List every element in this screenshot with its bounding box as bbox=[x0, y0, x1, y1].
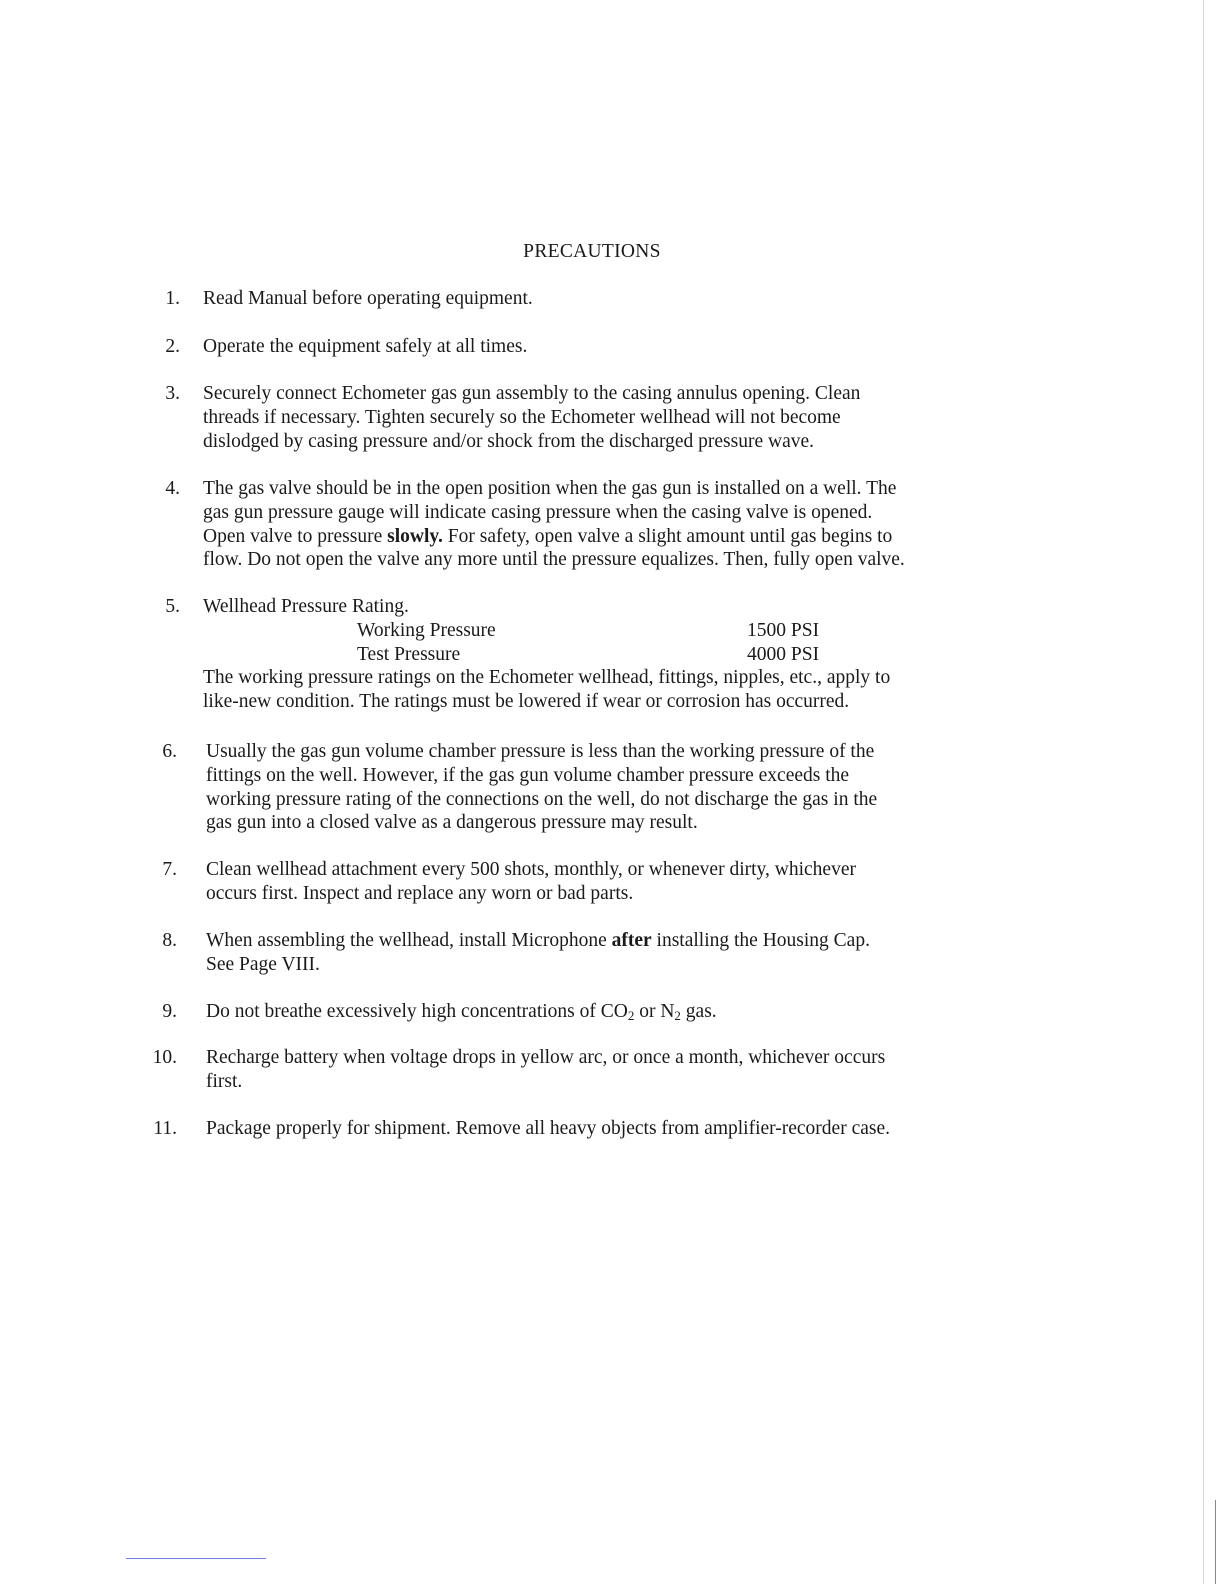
text-line bbox=[206, 1000, 1046, 1024]
text-line: working pressure rating of the connections on the well, do not discharge the gas in the bbox=[206, 788, 878, 810]
text-line: See Page VIII. bbox=[206, 953, 320, 975]
text-run: For safety, open valve a slight amount until gas begins to bbox=[447, 525, 893, 547]
text-line bbox=[206, 929, 1046, 953]
text-line: occurs first. Inspect and replace any worn or bad parts. bbox=[206, 882, 634, 904]
text-line: flow. Do not open the valve any more until the pressure equalizes. Then, fully open valve. bbox=[203, 549, 905, 571]
text-line: threads if necessary. Tighten securely so the Echometer wellhead will not become bbox=[203, 406, 841, 428]
text-run: installing the Housing Cap. bbox=[651, 930, 870, 951]
scan-edge-line bbox=[1203, 0, 1204, 1584]
text-line: Securely connect Echometer gas gun assembly to the casing annulus opening. Clean bbox=[203, 383, 861, 404]
item-text bbox=[203, 382, 1043, 453]
text-line: Usually the gas gun volume chamber pressure is less than the working pressure of the bbox=[206, 741, 875, 762]
item-text bbox=[203, 595, 1043, 714]
item-text bbox=[206, 858, 1046, 906]
rating-row bbox=[203, 619, 1043, 643]
footnote-rule bbox=[126, 1558, 266, 1559]
item-number: 6. bbox=[162, 741, 177, 762]
text-line: Clean wellhead attachment every 500 shots, monthly, or whenever dirty, whichever bbox=[206, 859, 856, 880]
section-heading: Wellhead Pressure Rating. bbox=[203, 596, 409, 617]
text-run: Do not breathe excessively high concentrations of CO bbox=[206, 1001, 628, 1022]
text-line: dislodged by casing pressure and/or shock from the discharged pressure wave. bbox=[203, 430, 815, 452]
item-number: 9. bbox=[162, 1001, 177, 1022]
item-text bbox=[206, 1046, 1046, 1094]
rating-label: Working Pressure bbox=[357, 619, 496, 641]
text-line: The working pressure ratings on the Echometer wellhead, fittings, nipples, etc., apply to bbox=[203, 667, 891, 689]
text-line: The gas valve should be in the open position when the gas gun is installed on a well. The bbox=[203, 478, 897, 499]
emphasis-text: slowly. bbox=[387, 525, 443, 547]
text-run: gas. bbox=[680, 1001, 717, 1022]
text-line: gas gun into a closed valve as a dangerous pressure may result. bbox=[206, 812, 698, 834]
item-text: Operate the equipment safely at all times. bbox=[203, 336, 528, 357]
rating-row bbox=[203, 643, 1043, 667]
page-title: PRECAUTIONS bbox=[523, 241, 661, 262]
item-number: 3. bbox=[165, 383, 180, 404]
text-line: Recharge battery when voltage drops in yellow arc, or once a month, whichever occurs bbox=[206, 1047, 886, 1068]
subscript: 2 bbox=[627, 1008, 635, 1023]
text-run: or N bbox=[634, 1001, 675, 1022]
item-text: Read Manual before operating equipment. bbox=[203, 288, 533, 309]
rating-label: Test Pressure bbox=[357, 643, 461, 665]
emphasis-text: after bbox=[611, 930, 652, 951]
scan-edge-mark bbox=[1215, 1500, 1216, 1584]
subscript: 2 bbox=[674, 1008, 681, 1023]
text-run: When assembling the wellhead, install Microphone bbox=[206, 930, 612, 951]
item-number: 1. bbox=[165, 288, 180, 309]
item-number: 10. bbox=[152, 1047, 177, 1068]
item-number: 4. bbox=[165, 478, 180, 499]
text-run: Open valve to pressure bbox=[203, 525, 388, 547]
rating-value: 4000 PSI bbox=[747, 643, 820, 665]
item-number: 8. bbox=[162, 930, 177, 951]
item-text bbox=[206, 929, 1046, 977]
item-text bbox=[206, 1000, 1046, 1024]
item-text bbox=[203, 477, 1043, 572]
text-line: fittings on the well. However, if the gas gun volume chamber pressure exceeds the bbox=[206, 764, 850, 786]
rating-value: 1500 PSI bbox=[747, 619, 820, 641]
item-text bbox=[206, 740, 1046, 835]
item-number: 7. bbox=[162, 859, 177, 880]
text-line: gas gun pressure gauge will indicate casing pressure when the casing valve is opened. bbox=[203, 501, 873, 523]
text-line: first. bbox=[206, 1070, 243, 1092]
item-number: 2. bbox=[165, 336, 180, 357]
item-text: Package properly for shipment. Remove all heavy objects from amplifier-recorder case. bbox=[206, 1118, 891, 1139]
text-line: like-new condition. The ratings must be lowered if wear or corrosion has occurred. bbox=[203, 691, 850, 713]
item-number: 5. bbox=[165, 596, 180, 617]
item-number: 11. bbox=[153, 1118, 177, 1139]
text-line bbox=[203, 525, 1043, 549]
